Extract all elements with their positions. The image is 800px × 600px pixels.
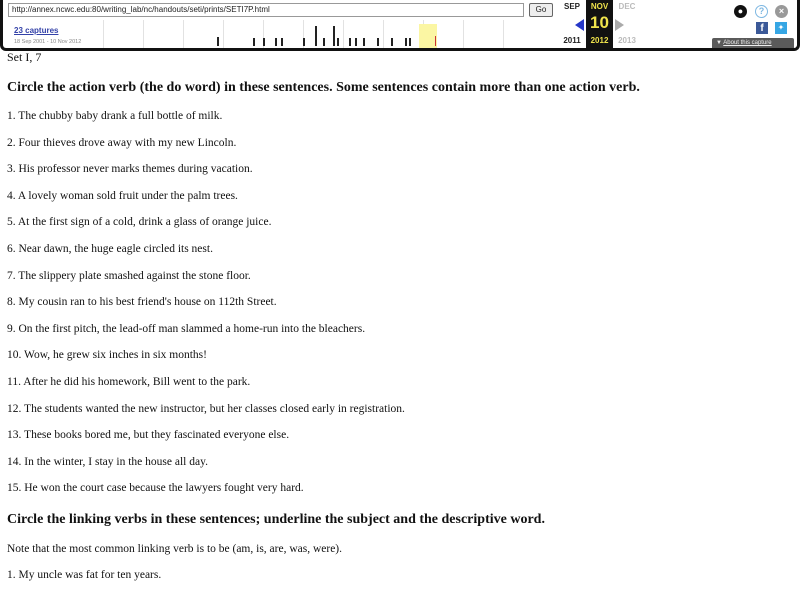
prev-year-label: 2011 — [563, 36, 581, 45]
list-item: 1. The chubby baby drank a full bottle of milk. — [7, 110, 223, 122]
list-item: 8. My cousin ran to his best friend's house on 112th Street. — [7, 296, 277, 308]
cur-year-label: 2012 — [590, 36, 609, 45]
capture-sparkline[interactable] — [103, 20, 543, 48]
go-button[interactable]: Go — [529, 3, 553, 17]
list-item: 9. On the first pitch, the lead-off man slammed a home-run into the bleachers. — [7, 323, 366, 335]
wayback-toolbar — [0, 0, 800, 51]
section2-note: Note that the most common linking verb is to be (am, is, are, was, were). — [7, 543, 343, 555]
prev-arrow-icon[interactable] — [575, 19, 584, 31]
next-month-link — [613, 0, 641, 48]
list-item: 4. A lovely woman sold fruit under the palm trees. — [7, 190, 238, 202]
url-input[interactable]: http://annex.ncwc.edu:80/writing_lab/nc/handouts/seti/prints/SETI7P.html — [8, 3, 524, 17]
section2-instruction: Circle the linking verbs in these sentences; underline the subject and the descriptive word. — [7, 512, 545, 527]
list-item: 15. He won the court case because the lawyers fought very hard. — [7, 482, 304, 494]
list-item: 11. After he did his homework, Bill went to the park. — [7, 376, 251, 388]
list-item: 2. Four thieves drove away with my new Lincoln. — [7, 137, 237, 149]
list-item: 13. These books bored me, but they fascinated everyone else. — [7, 429, 290, 441]
next-year-label: 2013 — [618, 36, 636, 45]
set-title: Set I, 7 — [7, 50, 42, 64]
current-capture-date — [586, 0, 613, 48]
section1-instruction: Circle the action verb (the do word) in these sentences. Some sentences contain more than one action verb. — [7, 80, 640, 95]
close-icon[interactable]: × — [775, 5, 788, 18]
capture-date-range: 18 Sep 2001 - 10 Nov 2012 — [14, 39, 82, 45]
current-capture-marker — [435, 36, 436, 46]
list-item: 14. In the winter, I stay in the house all day. — [7, 456, 208, 468]
cur-day-label: 10 — [590, 13, 609, 32]
user-icon[interactable]: ● — [734, 5, 747, 18]
next-arrow-icon — [615, 19, 624, 31]
facebook-icon[interactable]: f — [756, 22, 768, 34]
captures-link[interactable]: 23 captures — [14, 26, 59, 35]
list-item: 5. At the first sign of a cold, drink a glass of orange juice. — [7, 216, 272, 228]
twitter-icon[interactable]: ✦ — [775, 22, 787, 34]
next-month-label: DEC — [618, 2, 636, 11]
prev-month-link[interactable] — [558, 0, 586, 48]
cur-month-label: NOV — [590, 2, 609, 11]
document — [7, 50, 797, 581]
list-item: 1. My uncle was fat for ten years. — [7, 569, 162, 581]
list-item: 10. Wow, he grew six inches in six months! — [7, 349, 207, 361]
list-item: 3. His professor never marks themes during vacation. — [7, 163, 253, 175]
about-capture-label: About this capture — [723, 40, 772, 46]
list-item: 6. Near dawn, the huge eagle circled its nest. — [7, 243, 213, 255]
help-icon[interactable]: ? — [755, 5, 768, 18]
list-item: 12. The students wanted the new instructor, but her classes closed early in registration. — [7, 403, 405, 415]
prev-month-label: SEP — [563, 2, 580, 11]
about-capture-button[interactable]: ▼ About this capture — [712, 38, 794, 48]
list-item: 7. The slippery plate smashed against the stone floor. — [7, 270, 251, 282]
